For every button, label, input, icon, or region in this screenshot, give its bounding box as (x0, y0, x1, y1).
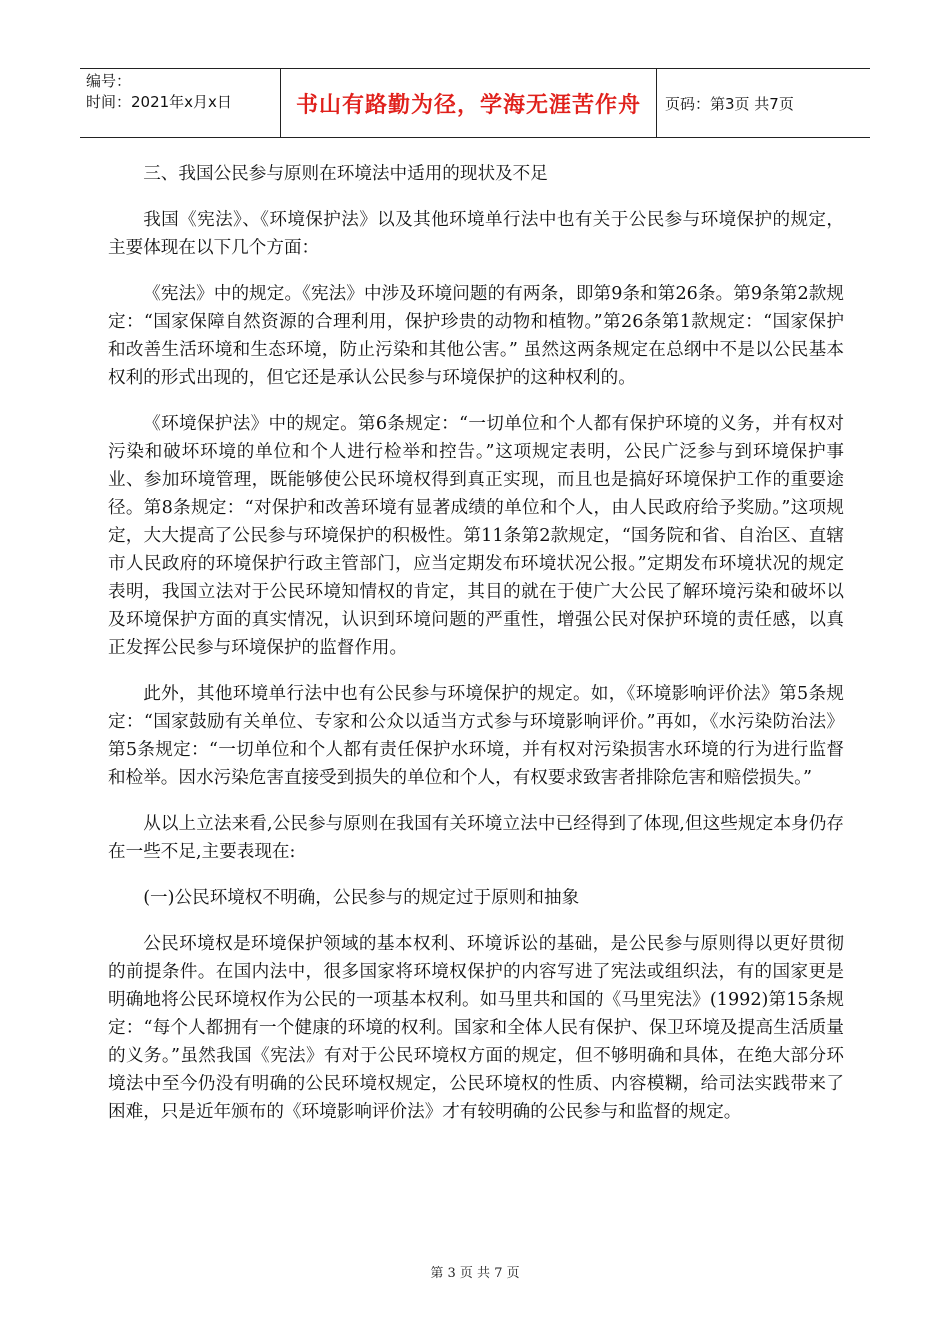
document-date: 时间：2021年x月x日 (86, 93, 232, 111)
page-footer: 第 3 页 共 7 页 (430, 1266, 520, 1281)
document-number: 编号： (86, 72, 132, 90)
paragraph: 《宪法》中的规定。《宪法》中涉及环境问题的有两条，即第9条和第26条。第9条第2款规定：“国家保障自然资源的合理利用，保护珍贵的动物和植物。”第26条第1款规定：“国家保护和改善生活环境和生态环境，防止污染和其他公害。” 虽然这两条规定在总纲中不是以公民基本权利的形式出现的，但它还是承认公民参与环境保护的这种权利的。 (108, 284, 844, 388)
header-page-info: 页码：第3页 共7页 (665, 94, 794, 113)
document-body (108, 160, 844, 1144)
paragraph: 我国《宪法》、《环境保护法》以及其他环境单行法中也有关于公民参与环境保护的规定，主要体现在以下几个方面： (108, 210, 844, 258)
header-motto: 书山有路勤为径，学海无涯苦作舟 (280, 69, 657, 137)
paragraph: 从以上立法来看,公民参与原则在我国有关环境立法中已经得到了体现,但这些规定本身仍存在一些不足,主要表现在: (108, 814, 844, 862)
paragraph: 《环境保护法》中的规定。第6条规定：“一切单位和个人都有保护环境的义务，并有权对污染和破坏环境的单位和个人进行检举和控告。”这项规定表明，公民广泛参与到环境保护事业、参加环境管理，既能够使公民环境权得到真正实现，而且也是搞好环境保护工作的重要途径。第8条规定：“对保护和改善环境有显著成绩的单位和个人，由人民政府给予奖励。”这项规定，大大提高了公民参与环境保护的积极性。第11条第2款规定，“国务院和省、自治区、直辖市人民政府的环境保护行政主管部门，应当定期发布环境状况公报。”定期发布环境状况的规定表明，我国立法对于公民环境知情权的肯定，其目的就在于使广大公民了解环境污染和破坏以及环境保护方面的真实情况，认识到环境问题的严重性，增强公民对保护环境的责任感，以真正发挥公民参与环境保护的监督作用。 (108, 414, 844, 658)
paragraph: 公民环境权是环境保护领域的基本权利、环境诉讼的基础，是公民参与原则得以更好贯彻的前提条件。在国内法中，很多国家将环境权保护的内容写进了宪法或组织法，有的国家更是明确地将公民环境权作为公民的一项基本权利。如马里共和国的《马里宪法》(1992)第15条规定：“每个人都拥有一个健康的环境的权利。国家和全体人民有保护、保卫环境及提高生活质量的义务。”虽然我国《宪法》有对于公民环境权方面的规定，但不够明确和具体，在绝大部分环境法中至今仍没有明确的公民环境权规定，公民环境权的性质、内容模糊，给司法实践带来了困难，只是近年颁布的《环境影响评价法》才有较明确的公民参与和监督的规定。 (108, 934, 844, 1122)
page-header (80, 68, 870, 138)
subsection-heading: (一)公民环境权不明确，公民参与的规定过于原则和抽象 (143, 888, 580, 908)
paragraph: 此外，其他环境单行法中也有公民参与环境保护的规定。如，《环境影响评价法》第5条规定：“国家鼓励有关单位、专家和公众以适当方式参与环境影响评价。”再如，《水污染防治法》第5条规定：“一切单位和个人都有责任保护水环境，并有权对污染损害水环境的行为进行监督和检举。因水污染危害直接受到损失的单位和个人，有权要求致害者排除危害和赔偿损失。” (108, 684, 844, 788)
section-heading: 三、我国公民参与原则在环境法中适用的现状及不足 (143, 164, 548, 184)
header-meta (80, 69, 280, 137)
